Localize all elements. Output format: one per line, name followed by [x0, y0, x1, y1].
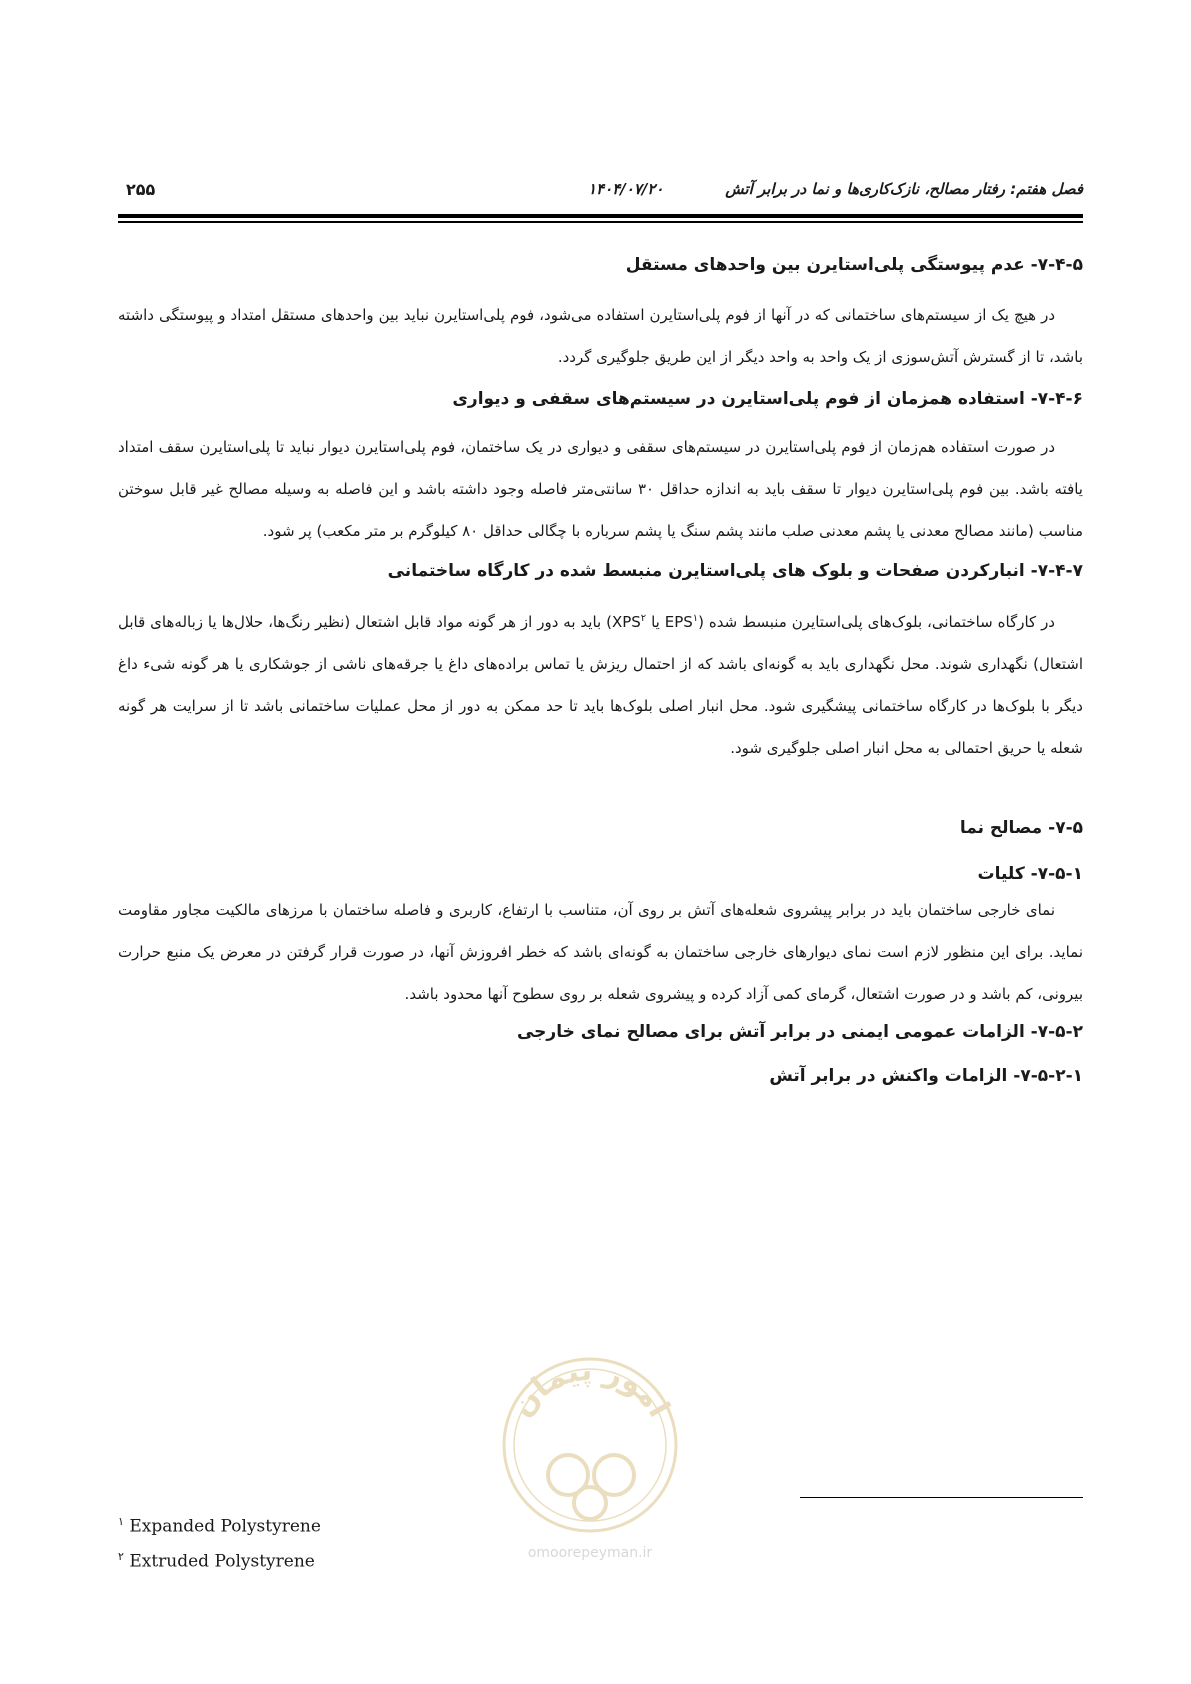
section-heading-7-4-5: ۷-۴-۵- عدم پیوستگی پلی‌استایرن بین واحدهای مستقل: [625, 255, 1083, 275]
section-heading-7-5-2: ۷-۵-۲- الزامات عمومی ایمنی در برابر آتش برای مصالح نمای خارجی: [516, 1022, 1083, 1042]
footnote-1: $^۱$ Expanded Polystyrene: [118, 1515, 321, 1537]
paragraph-7-4-6: در صورت استفاده هم‌زمان از فوم پلی‌استایرن در سیستم‌های سقفی و دیواری در یک ساختمان، فوم پلی‌استایرن دیوار نباید تا پلی‌استایرن سقف امتداد یافته باشد. بین فوم پلی‌استایرن دیوار تا سقف باید به اندازه حداقل ۳۰ سانتی‌متر فاصله وجود داشته باشد و این فاصله به وسیله مصالح غیر قابل سوختن مناسب (مانند مصالح معدنی یا پشم معدنی صلب مانند پشم سنگ یا پشم سرباره با چگالی حداقل ۸۰ کیلوگرم بر متر مکعب) پر شود.: [118, 438, 1083, 540]
header-rule-thin: [118, 221, 1083, 223]
seal-text: امور پیمان: [504, 1352, 677, 1424]
header-date: ۱۴۰۴/۰۷/۲۰: [588, 180, 664, 198]
section-heading-7-5-1: ۷-۵-۱- کلیات: [977, 864, 1083, 884]
section-heading-7-5: ۷-۵- مصالح نما: [959, 818, 1083, 838]
footnote-separator: [800, 1497, 1083, 1498]
page-body: [118, 250, 1083, 1091]
page-number: ۲۵۵: [126, 180, 156, 199]
watermark-url: omoorepeyman.ir: [527, 1545, 653, 1561]
footnote-2: $^۲$ Extruded Polystyrene: [118, 1549, 315, 1572]
paragraph-7-4-7: [118, 598, 1083, 769]
paragraph-text: یا: [646, 613, 665, 631]
header-rule-thick: [118, 214, 1083, 218]
eps-term: EPS$^۱$: [664, 613, 699, 631]
paragraph-text: در کارگاه ساختمانی، بلوک‌های پلی‌استایرن منبسط شده (: [698, 613, 1055, 631]
paragraph-text: ) باید به دور از هر گونه مواد قابل اشتعال (نظیر رنگ‌ها، حلال‌ها یا زباله‌های قابل اشتعال) نگهداری شوند. محل نگهداری باید به گونه‌ای باشد که از احتمال ریزش یا تماس براده‌های داغ یا جرقه‌های ناشی از جوشکاری یا هر گونه شیء داغ دیگر با بلوک‌ها در کارگاه ساختمانی پیشگیری شود. محل انبار اصلی بلوک‌ها باید تا حد ممکن به دور از محل عملیات ساختمانی باشد تا از سرایت هر گونه شعله یا حریق احتمالی به محل انبار اصلی جلوگیری شود.: [118, 613, 1083, 757]
chapter-title: فصل هفتم: رفتار مصالح، نازک‌کاری‌ها و نما در برابر آتش: [725, 180, 1083, 198]
paragraph-7-4-5: در هیچ یک از سیستم‌های ساختمانی که در آنها از فوم پلی‌استایرن استفاده می‌شود، فوم پلی‌استایرن نباید بین واحدهای مستقل امتداد و پیوستگی داشته باشد، تا از گسترش آتش‌سوزی از یک واحد به واحد دیگر از این طریق جلوگیری گردد.: [118, 306, 1083, 366]
running-header: [118, 180, 1083, 208]
section-heading-7-4-6: ۷-۴-۶- استفاده همزمان از فوم پلی‌استایرن در سیستم‌های سقفی و دیواری: [452, 389, 1083, 409]
xps-term: XPS$^۲$: [611, 613, 647, 631]
footnotes: [118, 1507, 321, 1576]
watermark-seal: [490, 1345, 690, 1567]
paragraph-7-5-1: نمای خارجی ساختمان باید در برابر پیشروی شعله‌های آتش بر روی آن، متناسب با ارتفاع، کاربری و فاصله ساختمان با مرزهای مالکیت مجاور مقاومت نماید. برای این منظور لازم است نمای دیوارهای خارجی ساختمان به گونه‌ای باشد که خطر افروزش آنها، در صورت قرار گرفتن در معرض یک منبع حرارت بیرونی، کم باشد و در صورت اشتعال، گرمای کمی آزاد کرده و پیشروی شعله بر روی سطوح آنها محدود باشد.: [118, 901, 1083, 1003]
gear-icon: [548, 1455, 634, 1519]
footnote-ref-2: ۲: [640, 613, 647, 624]
section-heading-7-5-2-1: ۷-۵-۲-۱- الزامات واکنش در برابر آتش: [769, 1066, 1083, 1086]
footnote-ref-1: ۱: [692, 613, 699, 624]
section-heading-7-4-7: ۷-۴-۷- انبارکردن صفحات و بلوک های پلی‌استایرن منبسط شده در کارگاه ساختمانی: [387, 561, 1083, 581]
